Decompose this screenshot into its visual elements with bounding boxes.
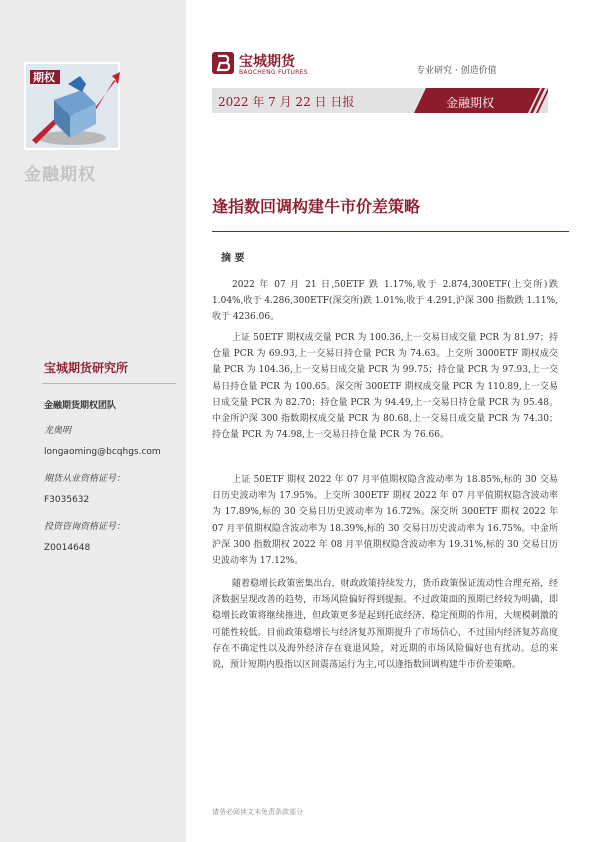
sidebar-section-title: 金融期权 [24, 165, 96, 185]
license-label: 期货从业资格证号： [44, 474, 126, 484]
advisor-value: Z0014648 [44, 543, 91, 553]
report-date: 2022 年 7 月 22 日 日报 [218, 95, 355, 109]
brand-slogan: 专业研究 · 创造价值 [416, 66, 497, 76]
analyst-name: 龙奥明 [44, 426, 72, 436]
footer-disclaimer: 请务必阅读文末免责条款部分 [212, 808, 303, 816]
brand-name-cn: 宝城期货 [239, 54, 295, 70]
title-divider [212, 231, 569, 232]
options-logo-image [24, 62, 120, 150]
abstract-heading: 摘 要 [221, 253, 245, 264]
sidebar [0, 0, 186, 842]
analyst-email: longaoming@bcqhgs.com [44, 447, 161, 457]
advisor-label: 投资咨询资格证号： [44, 522, 126, 532]
abstract-paragraph-1: 2022 年 07 月 21 日,50ETF 跌 1.17%,收于 2.874,300ETF(上交所)跌 1.04%,收于 4.286,300ETF(深交所)跌 1.01%,收于 4.291,沪深 300 指数跌 1.11%,收于 4236.06。 [212, 280, 558, 323]
report-category: 金融期权 [446, 96, 495, 110]
brand-name-en: BAOCHENG FUTURES [239, 69, 308, 76]
logo-label: 期权 [33, 71, 55, 84]
institute-name: 宝城期货研究所 [44, 361, 129, 375]
team-name: 金融期货期权团队 [44, 401, 117, 411]
report-title: 逢指数回调构建牛市价差策略 [212, 197, 421, 216]
abstract-paragraph-2: 上证 50ETF 期权成交量 PCR 为 100.36,上一交易日成交量 PCR 为 81.97；持仓量 PCR 为 69.93,上一交易日持仓量 PCR 为 74.63。上交所 3000ETF 期权成交量 PCR 为 104.36,上一交易日成交量 PCR 为 99.75；持仓量 PCR 为 97.93,上一交易日持仓量 PCR 为 100.65。深交所 300ETF 期权成交量 PCR 为 110.89,上一交易日成交量 PCR 为 82.70；持仓量 PCR 为 94.49,上一交易日持仓量 PCR 为 95.48。中金所沪深 300 指数期权成交量 PCR 为 80.68,上一交易日成交量 PCR 为 74.30；持仓量 PCR 为 74.98,上一交易日持仓量 PCR 为 76.66。 [212, 333, 558, 441]
abstract-paragraph-4: 随着稳增长政策密集出台，财政政策持续发力，货币政策保证流动性合理充裕，经济数据呈现改善的趋势，市场风险偏好得到提振。不过政策面的预期已经较为明确，即稳增长政策将继续推进，但政策更多是起到托底经济、稳定预期的作用，大规模刺激的可能性较低。目前政策稳增长与经济复苏预期提升了市场信心，不过国内经济复苏高度存在不确定性以及海外经济存在衰退风险，对近期的市场风险偏好也有扰动。总的来说，预计短期内股指以区间震荡运行为主,可以逢指数回调构建牛市价差策略。 [212, 579, 558, 671]
abstract-paragraph-3: 上证 50ETF 期权 2022 年 07 月平值期权隐含波动率为 18.85%,标的 30 交易日历史波动率为 17.95%。上交所 300ETF 期权 2022 年 07 月平值期权隐含波动率为 17.89%,标的 30 交易日历史波动率为 16.72%。深交所 300ETF 期权 2022 年 07 月平值期权隐含波动率为 18.39%,标的 30 交易日历史波动率为 16.75%。中金所沪深 300 指数期权 2022 年 08 月平值期权隐含波动率为 19.31%,标的 30 交易日历史波动率为 17.12%。 [212, 475, 558, 567]
sidebar-divider [42, 383, 176, 384]
license-value: F3035632 [44, 495, 90, 505]
brand-mark-icon [212, 52, 234, 74]
